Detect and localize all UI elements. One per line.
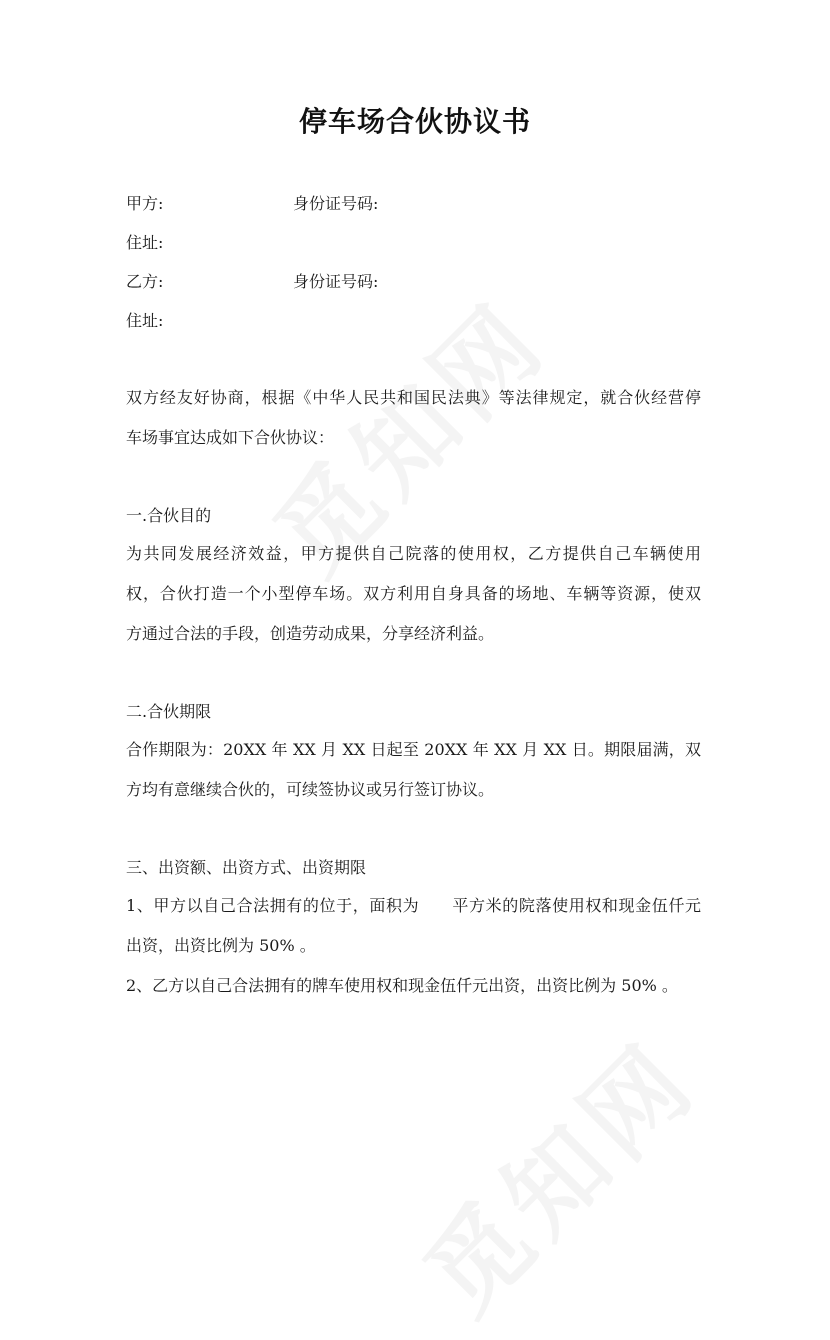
section3-item2 [126,966,701,1006]
party-a-label: 甲方: [126,194,164,213]
section3-item1 [126,886,701,966]
section1-line: 权，合伙打造一个小型停车场。双方利用自身具备的场地、车辆等资源，使双 [126,584,701,603]
section2-heading: 二.合伙期限 [126,702,212,721]
section1-body [126,534,701,654]
section1-line: 方通过合法的手段，创造劳动成果，分享经济利益。 [126,624,495,643]
section3-heading: 三、出资额、出资方式、出资期限 [126,858,367,877]
section3-item1-line: 出资，出资比例为 50% 。 [126,936,316,955]
party-a-address-label: 住址: [126,233,164,252]
document-title: 停车场合伙协议书 [298,105,531,138]
section1-heading: 一.合伙目的 [126,506,212,525]
watermark [387,1004,722,1339]
party-b-label: 乙方: [126,272,164,291]
section1-line: 为共同发展经济效益，甲方提供自己院落的使用权，乙方提供自己车辆使用 [126,544,701,563]
party-a-id-label: 身份证号码: [293,194,379,213]
intro-line: 双方经友好协商，根据《中华人民共和国民法典》等法律规定，就合伙经营停 [126,388,701,407]
section2-line: 合作期限为：20XX 年 XX 月 XX 日起至 20XX 年 XX 月 XX 日。期限届满，双 [126,740,701,759]
party-b-id-label: 身份证号码: [293,272,379,291]
section2-body [126,730,701,810]
section2-line: 方均有意继续合伙的，可续签协议或另行签订协议。 [126,780,495,799]
party-b-address-label: 住址: [126,311,164,330]
section3-item2-line: 2、乙方以自己合法拥有的牌车使用权和现金伍仟元出资，出资比例为 50% 。 [126,976,678,995]
section3-item1-line: 1、甲方以自己合法拥有的位于，面积为 平方米的院落使用权和现金伍仟元 [126,896,701,915]
intro-line: 车场事宜达成如下合伙协议： [126,428,335,447]
intro-paragraph [126,378,701,458]
